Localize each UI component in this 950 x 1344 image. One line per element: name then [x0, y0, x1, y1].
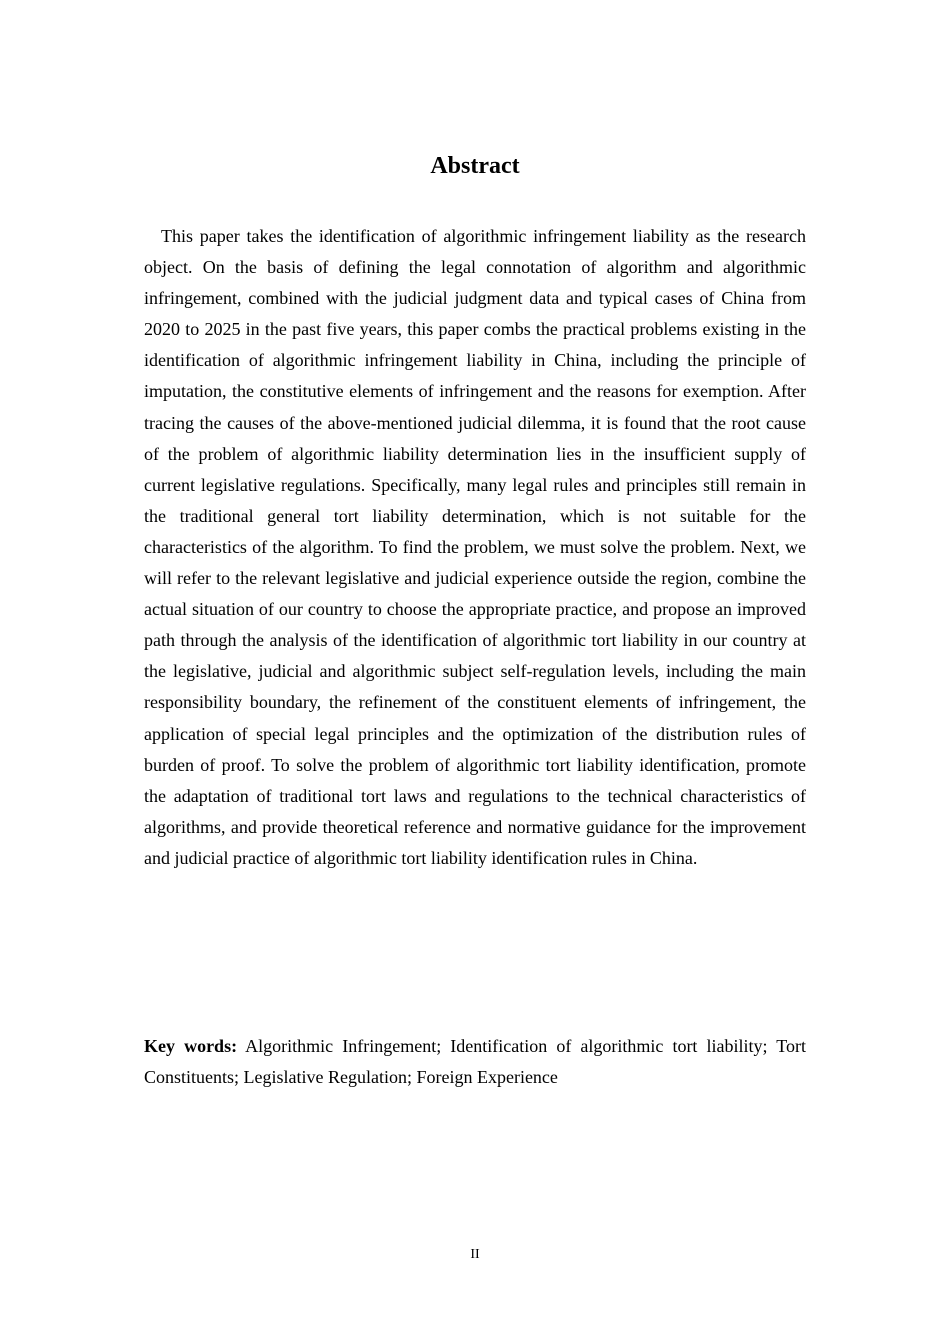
keywords-label: Key words: [144, 1036, 238, 1056]
abstract-title: Abstract [430, 153, 520, 179]
keywords-list: Algorithmic Infringement; Identification of algorithmic tort liability; Tort Constituents; Legislative Regulation; Foreign Experience [144, 1036, 806, 1088]
abstract-body: This paper takes the identification of algorithmic infringement liability as the research object. On the basis of defining the legal connotation of algorithm and algorithmic infringement, combined with the judicial judgment data and typical cases of China from 2020 to 2025 in the past five years, this paper combs the practical problems existing in the identification of algorithmic infringement liability in China, including the principle of imputation, the constitutive elements of infringement and the reasons for exemption. After tracing the causes of the above-mentioned judicial dilemma, it is found that the root cause of the problem of algorithmic liability determination lies in the insufficient supply of current legislative regulations. Specifically, many legal rules and principles still remain in the traditional general tort liability determination, which is not suitable for the characteristics of the algorithm. To find the problem, we must solve the problem. Next, we will refer to the relevant legislative and judicial experience outside the region, combine the actual situation of our country to choose the appropriate practice, and propose an improved path through the analysis of the identification of algorithmic tort liability in our country at the legislative, judicial and algorithmic subject self-regulation levels, including the main responsibility boundary, the refinement of the constituent elements of infringement, the application of special legal principles and the optimization of the distribution rules of burden of proof. To solve the problem of algorithmic tort liability identification, promote the adaptation of traditional tort laws and regulations to the technical characteristics of algorithms, and provide theoretical reference and normative guidance for the improvement and judicial practice of algorithmic tort liability identification rules in China. [144, 226, 806, 868]
keywords-paragraph [144, 1031, 806, 1093]
page-number: II [470, 1247, 480, 1262]
